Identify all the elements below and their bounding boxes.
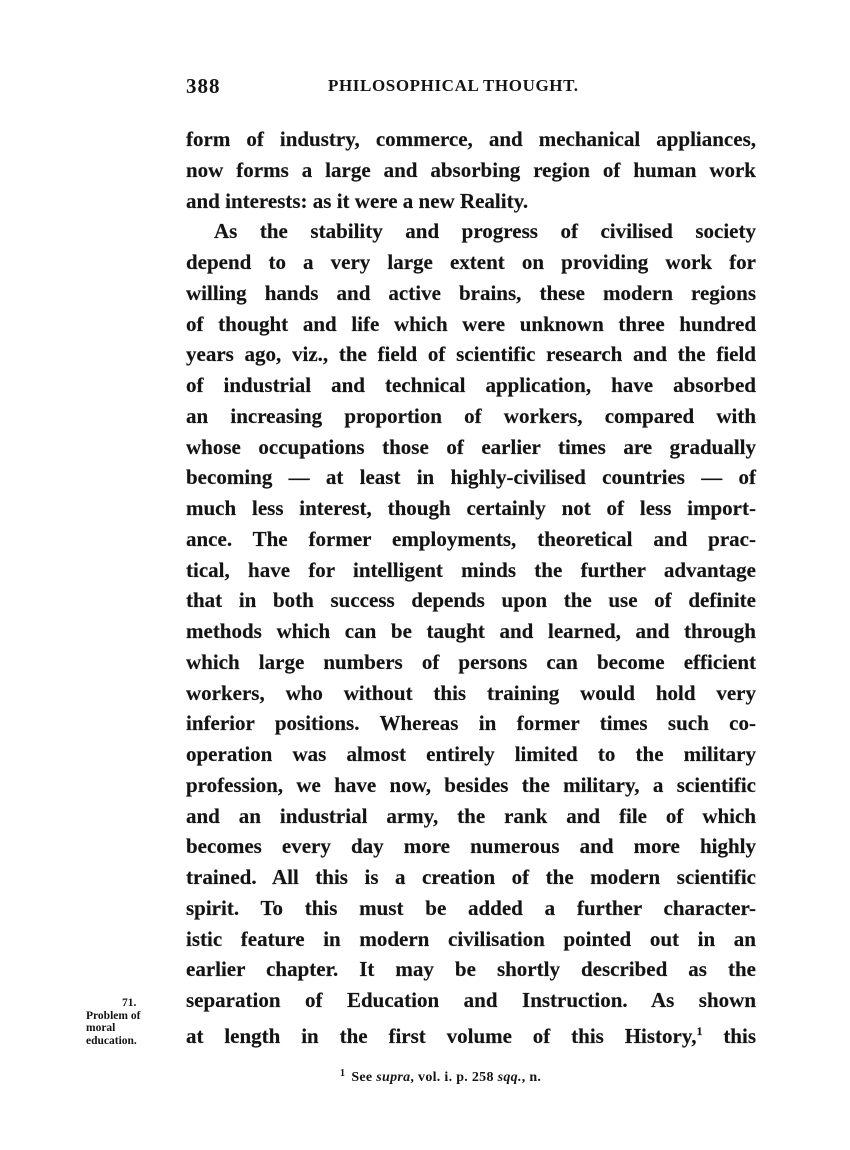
text-line: an increasing proportion of workers, compared with: [186, 403, 756, 428]
text-line: earlier chapter. It may be shortly described as the: [186, 957, 756, 982]
footnote: [340, 1068, 541, 1086]
text-line: inferior positions. Whereas in former times such co-: [186, 711, 756, 736]
footnote-italic: supra: [376, 1070, 411, 1085]
margin-note: [86, 997, 176, 1047]
text-line-start: at length in the first volume of this History,: [186, 1023, 697, 1048]
margin-note-line: Problem of: [86, 1009, 141, 1022]
text-line-final: [186, 1016, 756, 1047]
text-line: istic feature in modern civilisation pointed out in an: [186, 926, 756, 951]
margin-note-line: education.: [86, 1034, 137, 1047]
footnote-text: , n.: [521, 1070, 542, 1085]
text-line: and interests: as it were a new Reality.: [186, 188, 529, 213]
text-line: years ago, viz., the field of scientific research and the field: [186, 342, 756, 367]
text-line: and an industrial army, the rank and file of which: [186, 803, 756, 828]
text-line: spirit. To this must be added a further character-: [186, 895, 756, 920]
text-line: of thought and life which were unknown three hundred: [186, 311, 756, 336]
footnote-reference: 1: [696, 1023, 703, 1038]
text-line: As the stability and progress of civilised society: [214, 219, 756, 244]
text-line: whose occupations those of earlier times are gradually: [186, 434, 756, 459]
text-line: operation was almost entirely limited to the military: [186, 742, 756, 766]
page-number: 388: [186, 74, 221, 98]
running-title: PHILOSOPHICAL THOUGHT.: [328, 76, 579, 95]
margin-note-number: 71.: [122, 997, 137, 1009]
text-line: workers, who without this training would hold very: [186, 680, 756, 705]
text-line: willing hands and active brains, these modern regions: [186, 280, 756, 305]
text-line: methods which can be taught and learned, and through: [186, 619, 756, 643]
text-line: trained. All this is a creation of the modern scientific: [186, 865, 756, 889]
text-line: ance. The former employments, theoretical and prac-: [186, 526, 756, 551]
text-line: that in both success depends upon the use of definite: [186, 588, 756, 613]
text-line: form of industry, commerce, and mechanical appliances,: [186, 127, 756, 151]
footnote-mark: 1: [340, 1068, 346, 1079]
text-line: of industrial and technical application, have absorbed: [186, 373, 756, 397]
footnote-italic: sqq.: [497, 1070, 522, 1085]
footnote-text: , vol. i. p. 258: [410, 1070, 498, 1085]
running-head: [186, 74, 756, 104]
text-line: now forms a large and absorbing region of human work: [186, 157, 756, 182]
text-line: becoming — at least in highly-civilised countries — of: [186, 465, 756, 490]
text-line: tical, have for intelligent minds the further advantage: [186, 557, 756, 582]
text-line: profession, we have now, besides the military, a scientific: [186, 772, 756, 797]
body-text: [186, 124, 756, 1047]
text-line-end: this: [723, 1023, 756, 1048]
text-line: depend to a very large extent on providing work for: [186, 250, 756, 274]
margin-note-line: moral: [86, 1022, 116, 1034]
text-line: becomes every day more numerous and more highly: [186, 834, 756, 859]
footnote-text: See: [351, 1070, 377, 1085]
text-line: which large numbers of persons can become efficient: [186, 649, 756, 674]
text-line: much less interest, though certainly not of less import-: [186, 496, 756, 520]
text-line: separation of Education and Instruction. As shown: [186, 988, 756, 1012]
